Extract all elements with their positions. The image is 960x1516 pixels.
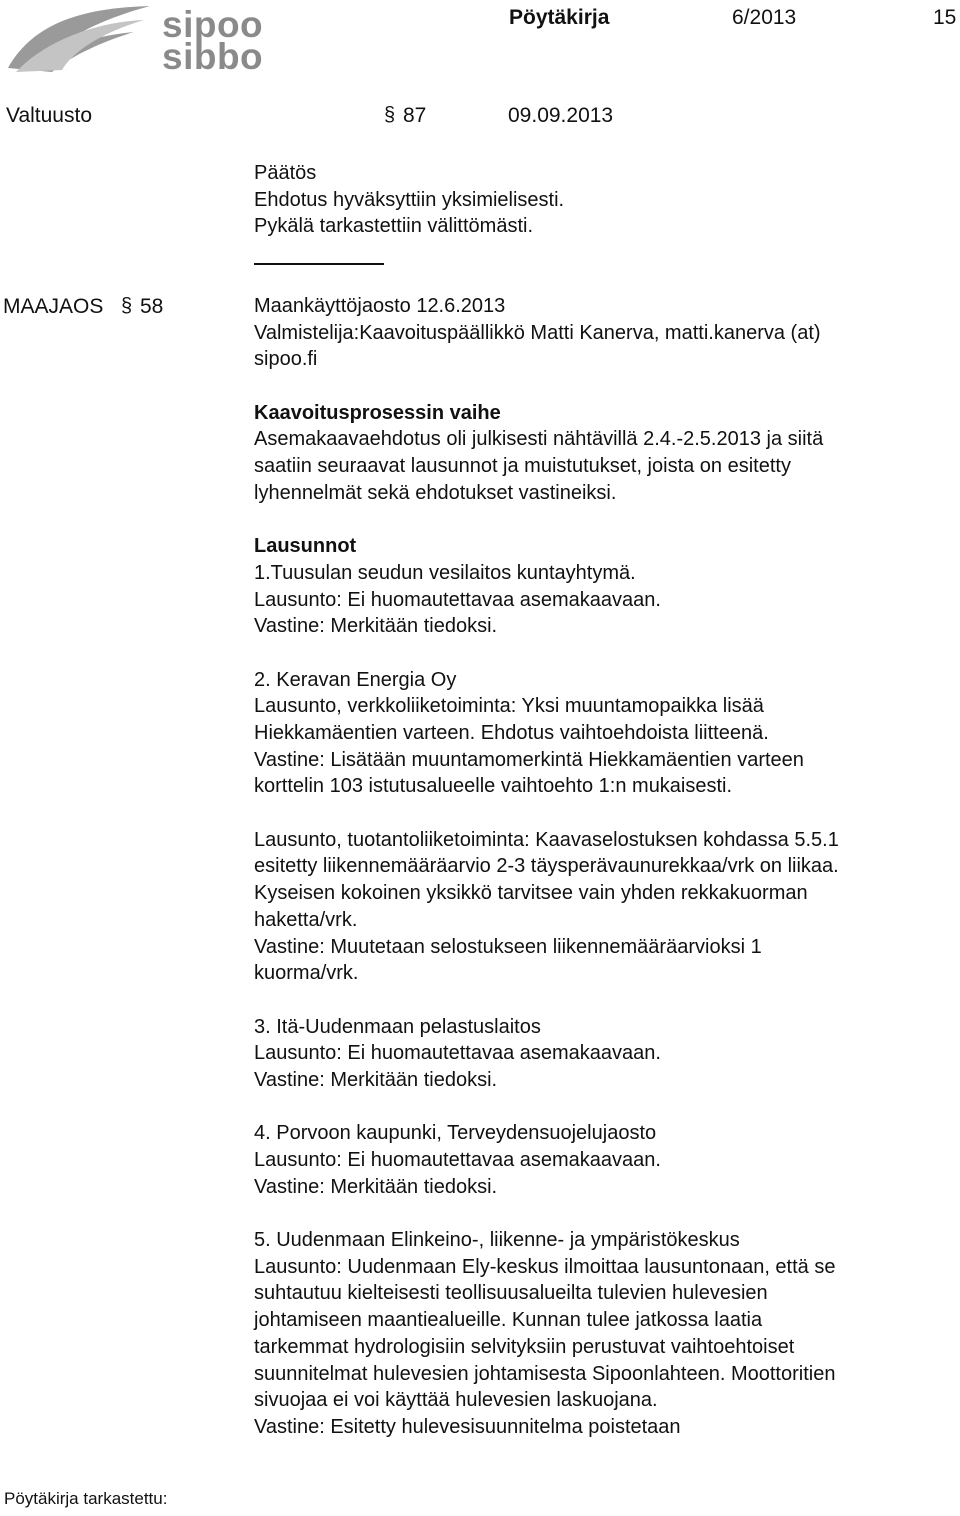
- statement-line: johtamiseen maantiealueille. Kunnan tulee jatkossa laatia: [254, 1309, 763, 1332]
- statement-line: Vastine: Lisätään muuntamomerkintä Hiekkamäentien varteen: [254, 748, 804, 771]
- phase-line: Asemakaavaehdotus oli julkisesti nähtävillä 2.4.-2.5.2013 ja siitä: [254, 428, 824, 451]
- separator-line: [254, 263, 384, 265]
- prior-line: Valmistelija:Kaavoituspäällikkö Matti Kanerva, matti.kanerva (at): [254, 321, 821, 344]
- statement-line: Vastine: Merkitään tiedoksi.: [254, 1068, 498, 1091]
- statement-line: Lausunto: Ei huomautettavaa asemakaavaan.: [254, 1042, 661, 1065]
- statement-line: sivuojaa ei voi käyttää hulevesien laskuojana.: [254, 1389, 658, 1412]
- statement-line: haketta/vrk.: [254, 908, 358, 931]
- statement-line: Vastine: Muutetaan selostukseen liikennemääräarvioksi 1: [254, 935, 762, 958]
- statement-line: Lausunto, tuotantoliiketoiminta: Kaavaselostuksen kohdassa 5.5.1: [254, 828, 839, 851]
- prior-section-sign: §: [121, 295, 133, 317]
- statement-line: kuorma/vrk.: [254, 962, 359, 985]
- doc-type: Pöytäkirja: [509, 6, 610, 29]
- statements-heading: Lausunnot: [254, 535, 357, 558]
- section-number: 87: [403, 104, 427, 127]
- statement-line: tarkemmat hydrologisiin selvityksiin perustuvat vaihtoehtoiset: [254, 1335, 795, 1358]
- meeting-date: 09.09.2013: [508, 104, 614, 127]
- meeting-body: Valtuusto: [6, 104, 92, 127]
- statement-line: 1.Tuusulan seudun vesilaitos kuntayhtymä.: [254, 561, 636, 584]
- prior-line: sipoo.fi: [254, 348, 318, 371]
- statement-line: Vastine: Merkitään tiedoksi.: [254, 615, 498, 638]
- statement-line: suunnitelmat hulevesien johtamisesta Sipoonlahteen. Moottoritien: [254, 1362, 836, 1385]
- statement-line: 5. Uudenmaan Elinkeino-, liikenne- ja ympäristökeskus: [254, 1229, 740, 1252]
- statement-line: Lausunto, verkkoliiketoiminta: Yksi muuntamopaikka lisää: [254, 695, 764, 718]
- statement-line: Hiekkamäentien varteen. Ehdotus vaihtoehdoista liitteenä.: [254, 722, 769, 744]
- prior-number: 58: [140, 295, 164, 318]
- statement-line: 2. Keravan Energia Oy: [254, 668, 457, 691]
- prior-label: MAAJAOS: [3, 295, 104, 318]
- statement-line: suhtautuu kielteisesti teollisuusalueilta tulevien hulevesien: [254, 1282, 768, 1305]
- page-number: 15: [933, 6, 957, 29]
- swirl-logo-icon: [4, 2, 154, 74]
- doc-number: 6/2013: [732, 6, 797, 29]
- statement-line: Kyseisen kokoinen yksikkö tarvitsee vain yhden rekkakuorman: [254, 882, 808, 905]
- phase-line: lyhennelmät sekä ehdotukset vastineiksi.: [254, 481, 617, 504]
- decision-block: [254, 160, 944, 240]
- statement-line: Vastine: Merkitään tiedoksi.: [254, 1175, 498, 1198]
- logo-text-sibbo: sibbo: [162, 36, 264, 77]
- decision-line: Ehdotus hyväksyttiin yksimielisesti.: [254, 188, 565, 211]
- logo-text-sipoo: sipoo: [162, 4, 264, 45]
- prior-line: Maankäyttöjaosto 12.6.2013: [254, 295, 506, 317]
- phase-heading: Kaavoitusprosessin vaihe: [254, 401, 501, 424]
- statement-line: Lausunto: Uudenmaan Ely-keskus ilmoittaa lausuntonaan, että se: [254, 1255, 836, 1278]
- statement-line: esitetty liikennemääräarvio 2-3 täysperävaunurekkaa/vrk on liikaa.: [254, 855, 839, 878]
- footer-checked-label: Pöytäkirja tarkastettu:: [4, 1489, 168, 1508]
- statement-line: 4. Porvoon kaupunki, Terveydensuojelujaosto: [254, 1122, 657, 1145]
- decision-heading: Päätös: [254, 162, 317, 184]
- phase-line: saatiin seuraavat lausunnot ja muistutukset, joista on esitetty: [254, 455, 791, 478]
- sipoo-sibbo-logo: [4, 2, 304, 77]
- statement-line: korttelin 103 istutusalueelle vaihtoehto 1:n mukaisesti.: [254, 775, 733, 798]
- statement-line: Lausunto: Ei huomautettavaa asemakaavaan.: [254, 1149, 661, 1171]
- section-sign: §: [384, 104, 396, 126]
- statement-line: 3. Itä-Uudenmaan pelastuslaitos: [254, 1015, 541, 1038]
- main-body: [254, 293, 944, 1441]
- statement-line: Vastine: Esitetty hulevesisuunnitelma poistetaan: [254, 1415, 681, 1438]
- decision-line: Pykälä tarkastettiin välittömästi.: [254, 215, 533, 238]
- statement-line: Lausunto: Ei huomautettavaa asemakaavaan.: [254, 588, 661, 611]
